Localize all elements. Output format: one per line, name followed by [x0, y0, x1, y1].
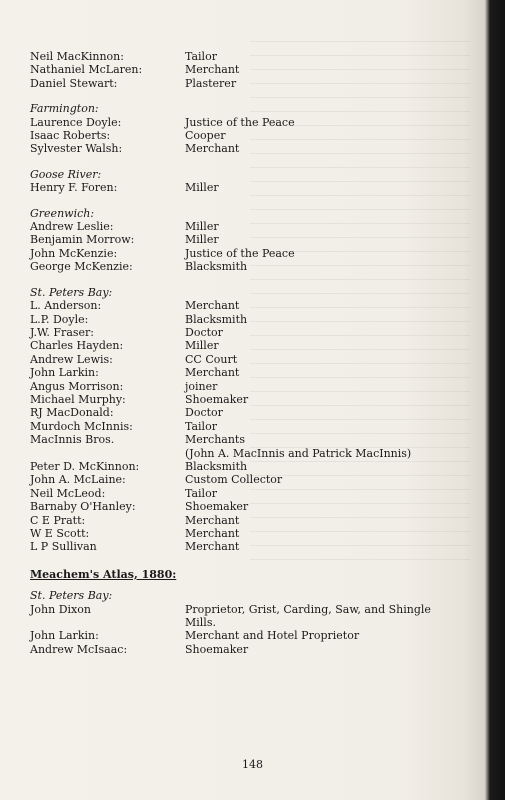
entry-row	[30, 142, 460, 155]
entry-name: Andrew Lewis:	[30, 352, 113, 366]
entry-role: joiner	[185, 379, 218, 393]
directory-content	[30, 50, 460, 656]
section-label-farmington: Farmington:	[30, 102, 99, 116]
entry-role: Custom Collector	[185, 473, 283, 487]
entry-name: Benjamin Morrow:	[30, 233, 135, 247]
entry-row	[30, 116, 460, 129]
entry-role: Tailor	[185, 50, 217, 63]
entry-role: Miller	[185, 220, 219, 234]
entry-name: C E Pratt:	[30, 513, 86, 527]
entry-role: Cooper	[185, 129, 226, 143]
entry-role: Justice of the Peace	[185, 115, 295, 129]
entry-name: Peter D. McKinnon:	[30, 459, 140, 473]
entry-role: Blacksmith	[185, 312, 248, 326]
entry-role: Merchant	[185, 540, 240, 554]
entry-name: J.W. Fraser:	[30, 325, 94, 339]
entry-name: John Larkin:	[30, 629, 99, 643]
entry-name: Isaac Roberts:	[30, 129, 111, 143]
entry-name: L.P. Doyle:	[30, 312, 89, 326]
entry-role: Shoemaker	[185, 392, 249, 406]
entry-name: John Larkin:	[30, 366, 99, 380]
entry-role: Shoemaker	[185, 500, 249, 514]
entry-name: Charles Hayden:	[30, 339, 124, 353]
entry-role: Doctor	[185, 406, 223, 420]
entry-row	[30, 540, 460, 553]
entry-role: Merchants	[185, 433, 245, 447]
section-label-st-peters-bay-1880: St. Peters Bay:	[30, 589, 113, 603]
entry-row	[30, 380, 460, 393]
entry-role: Merchant	[185, 142, 240, 156]
entry-name: Neil McLeod:	[30, 486, 106, 500]
entry-row	[30, 406, 460, 419]
entry-row	[30, 366, 460, 379]
entry-role: Doctor	[185, 325, 223, 339]
entry-name: Nathaniel McLaren:	[30, 63, 143, 77]
meachem-atlas-heading: Meachem's Atlas, 1880:	[30, 567, 177, 581]
entry-row	[30, 514, 460, 527]
entry-role: Proprietor, Grist, Carding, Saw, and Shingle Mills.	[185, 602, 431, 630]
goose-river-entries	[30, 181, 460, 194]
section-label-greenwich: Greenwich:	[30, 206, 95, 220]
entry-role: Blacksmith	[185, 260, 248, 274]
entry-name: L. Anderson:	[30, 299, 102, 313]
entry-row	[30, 313, 460, 326]
entry-name: RJ MacDonald:	[30, 406, 114, 420]
entry-row	[30, 500, 460, 513]
entry-row	[30, 629, 460, 642]
entry-role: Plasterer	[185, 76, 237, 90]
entry-role: Miller	[185, 339, 219, 353]
entry-role: Tailor	[185, 486, 217, 500]
page-number: 148	[242, 758, 263, 771]
entry-row	[30, 473, 460, 486]
entry-role: Merchant	[185, 299, 240, 313]
entry-name: Andrew Leslie:	[30, 220, 114, 234]
entry-name: Michael Murphy:	[30, 392, 126, 406]
section-label-st-peters-bay: St. Peters Bay:	[30, 285, 113, 299]
entry-role: Merchant	[185, 366, 240, 380]
entry-row	[30, 247, 460, 260]
entry-name: Barnaby O'Hanley:	[30, 500, 136, 514]
entry-row	[30, 77, 460, 90]
entry-role: Tailor	[185, 419, 217, 433]
entry-role: Merchant	[185, 513, 240, 527]
entry-role: Miller	[185, 233, 219, 247]
entry-name: L P Sullivan	[30, 540, 97, 554]
entry-row	[30, 487, 460, 500]
greenwich-entries	[30, 220, 460, 274]
entry-name: John A. McLaine:	[30, 473, 126, 487]
entry-name: Henry F. Foren:	[30, 181, 118, 195]
entry-name: Sylvester Walsh:	[30, 142, 123, 156]
entry-name: MacInnis Bros.	[30, 433, 115, 447]
entry-row	[30, 260, 460, 273]
entry-role: (John A. MacInnis and Patrick MacInnis)	[185, 446, 412, 460]
entry-role: Merchant and Hotel Proprietor	[185, 629, 360, 643]
entry-role: Merchant	[185, 63, 240, 77]
entry-role: Merchant	[185, 527, 240, 540]
entry-row	[30, 420, 460, 433]
entry-name: Angus Morrison:	[30, 379, 124, 393]
section-label-goose-river: Goose River:	[30, 167, 102, 181]
entry-role: Miller	[185, 181, 219, 195]
entry-name: John Dixon	[30, 602, 91, 616]
st-peters-bay-1880-entries	[30, 603, 460, 657]
st-peters-bay-entries	[30, 299, 460, 554]
top-entries	[30, 50, 460, 90]
entry-row	[30, 181, 460, 194]
entry-row	[30, 447, 460, 460]
entry-role: Blacksmith	[185, 459, 248, 473]
entry-row	[30, 299, 460, 312]
farmington-entries	[30, 116, 460, 156]
entry-name: W E Scott:	[30, 527, 90, 540]
entry-row	[30, 63, 460, 76]
entry-name: George McKenzie:	[30, 260, 133, 274]
entry-row	[30, 433, 460, 446]
entry-name: Murdoch McInnis:	[30, 419, 133, 433]
entry-row	[30, 233, 460, 246]
entry-row	[30, 527, 460, 540]
entry-row	[30, 643, 460, 656]
entry-row	[30, 339, 460, 352]
entry-row	[30, 460, 460, 473]
entry-role: Shoemaker	[185, 642, 249, 656]
entry-name: Laurence Doyle:	[30, 115, 122, 129]
entry-row	[30, 353, 460, 366]
entry-name: John McKenzie:	[30, 246, 118, 260]
entry-row	[30, 129, 460, 142]
entry-role: CC Court	[185, 352, 238, 366]
entry-name: Andrew McIsaac:	[30, 642, 128, 656]
entry-row	[30, 220, 460, 233]
entry-row	[30, 603, 460, 630]
entry-row	[30, 326, 460, 339]
entry-name: Daniel Stewart:	[30, 76, 118, 90]
entry-row	[30, 393, 460, 406]
entry-row	[30, 50, 460, 63]
entry-role: Justice of the Peace	[185, 246, 295, 260]
entry-name: Neil MacKinnon:	[30, 50, 124, 63]
